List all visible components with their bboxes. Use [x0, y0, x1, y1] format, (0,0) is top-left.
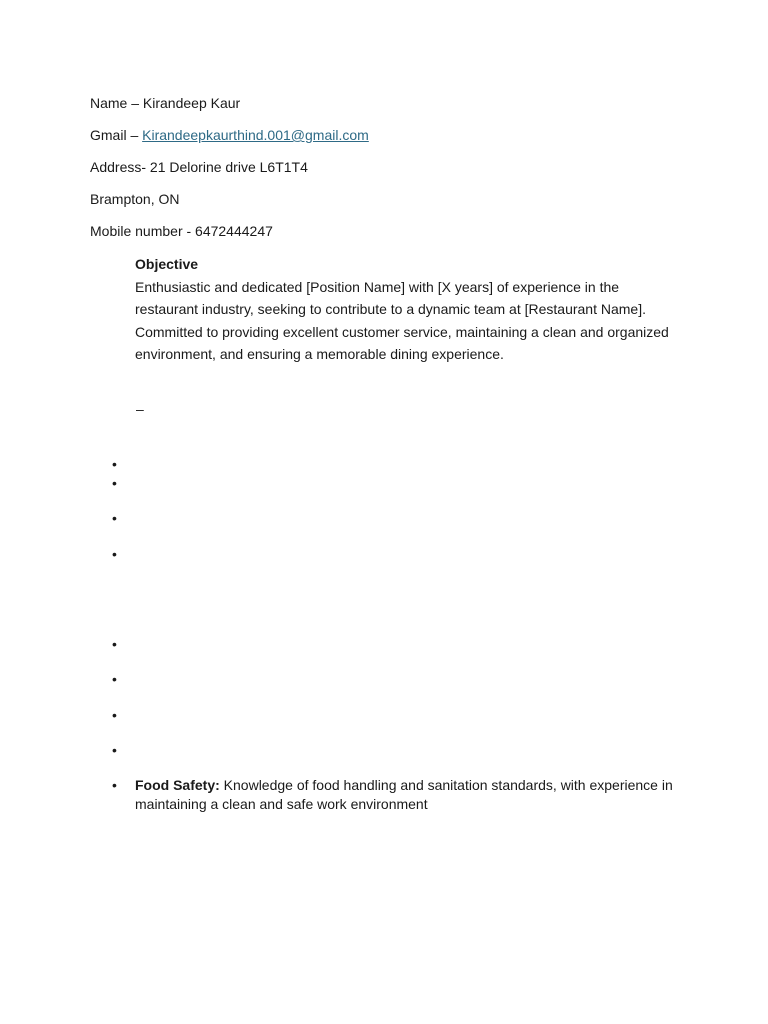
address-line: Address- 21 Delorine drive L6T1T4: [90, 159, 308, 175]
food-safety-label: Food Safety:: [135, 777, 220, 793]
food-safety-text: Knowledge of food handling and sanitation standards, with experience in maintaining a clean and safe work environment: [135, 777, 673, 812]
empty-bullet: •: [112, 510, 117, 526]
empty-bullet: •: [112, 671, 117, 687]
gmail-label: Gmail –: [90, 127, 143, 143]
objective-heading: Objective: [135, 256, 199, 272]
gmail-line: [90, 126, 369, 144]
food-safety-bullet: •: [112, 777, 117, 793]
empty-bullet: •: [112, 707, 117, 723]
food-safety-text-block: [135, 776, 682, 814]
objective-body: Enthusiastic and dedicated [Position Name] with [X years] of experience in the restaurant industry, seeking to contribute to a dynamic team at [Restaurant Name]. Committed to providing excellent customer service, maintaining a clean and organized environment, and ensuring a memorable dining experience.: [135, 279, 669, 362]
mobile-line: Mobile number - 6472444247: [90, 223, 273, 239]
empty-bullet: •: [112, 475, 117, 491]
empty-bullet: •: [112, 456, 117, 472]
objective-section: [135, 255, 680, 365]
email-link[interactable]: Kirandeepkaurthind.001@gmail.com: [142, 127, 369, 143]
name-line: Name – Kirandeep Kaur: [90, 95, 241, 111]
city-line: Brampton, ON: [90, 191, 180, 207]
separator-dash: –: [136, 401, 144, 417]
empty-bullet: •: [112, 546, 117, 562]
empty-bullet: •: [112, 742, 117, 758]
empty-bullet: •: [112, 636, 117, 652]
food-safety-item: [112, 776, 682, 814]
